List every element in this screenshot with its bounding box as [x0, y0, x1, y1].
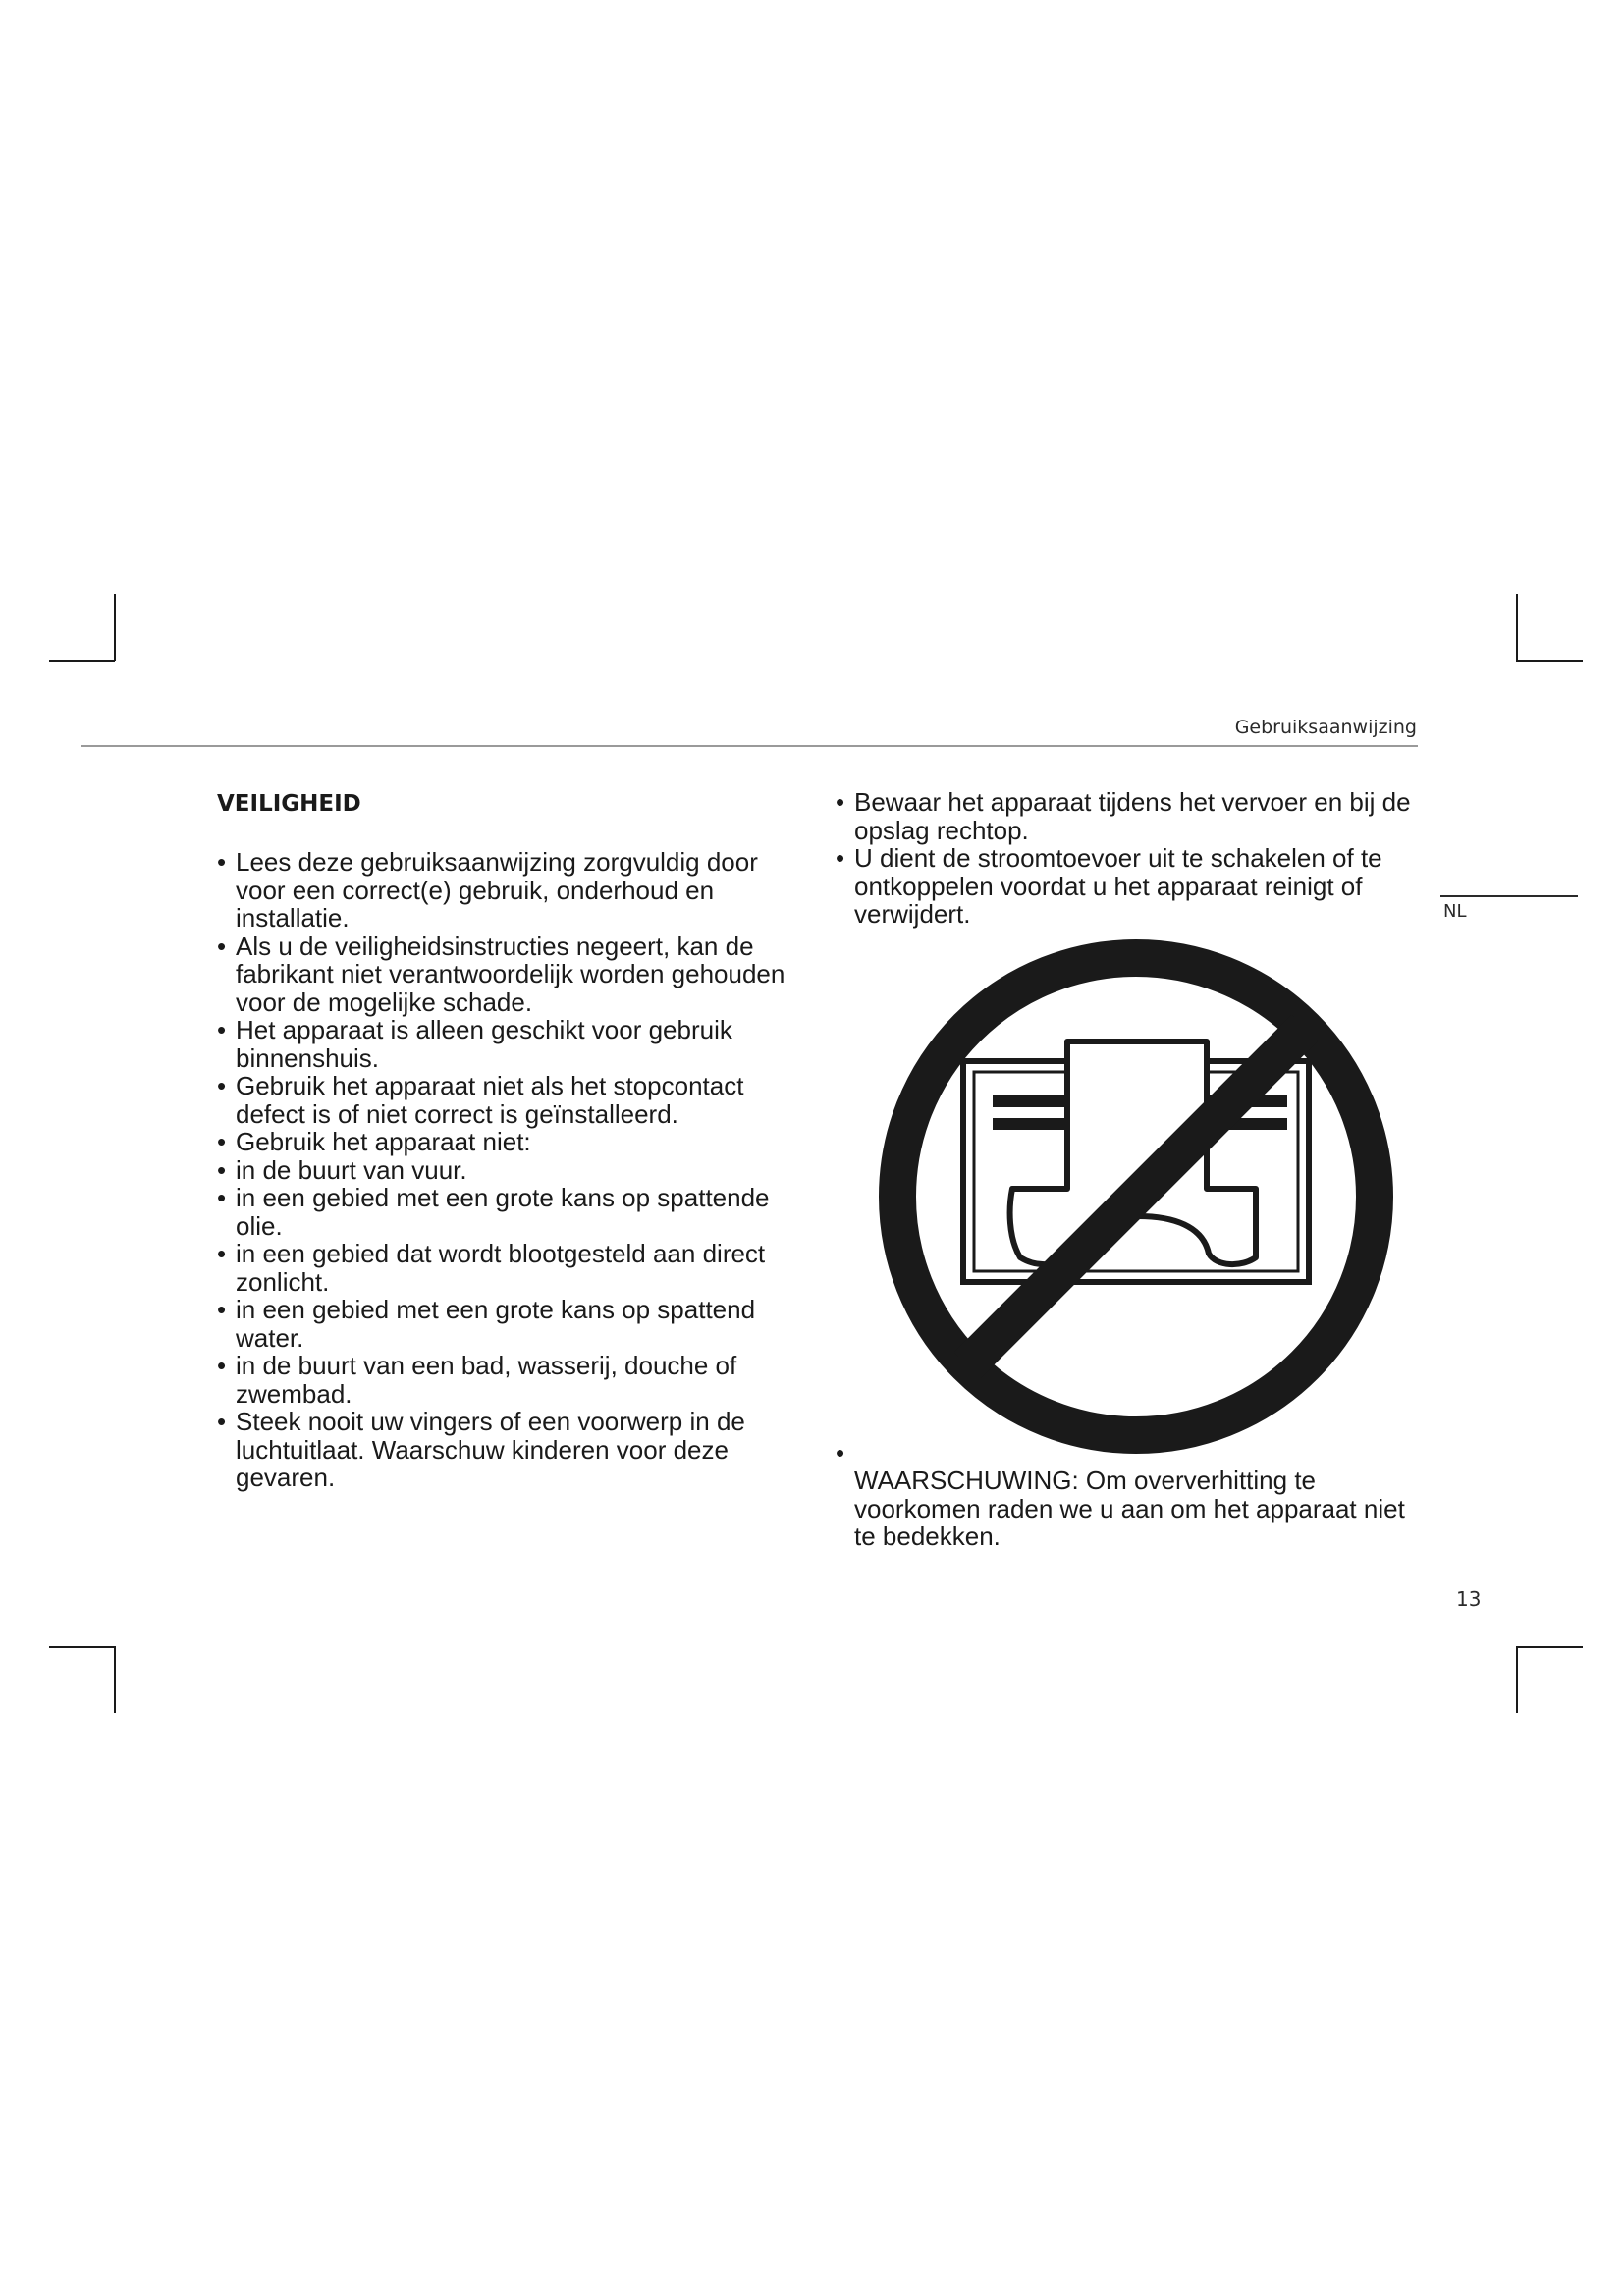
list-item: • U dient de stroomtoevoer uit te schakelen of te ontkoppelen voordat u het apparaat reinigt of verwijdert. — [836, 844, 1425, 929]
language-tab-rule — [1440, 895, 1578, 897]
list-item: • Als u de veiligheidsinstructies negeert, kan de fabrikant niet verantwoordelijk worden gehouden voor de mogelijke schade. — [217, 933, 806, 1017]
towel-cover — [1010, 1041, 1256, 1264]
list-item: • Steek nooit uw vingers of een voorwerp in de luchtuitlaat. Waarschuw kinderen voor deze gevaren. — [217, 1408, 806, 1492]
safety-list-right — [836, 788, 1425, 929]
list-item: • in de buurt van een bad, wasserij, douche of zwembad. — [217, 1352, 806, 1408]
crop-mark-bottom-left-h — [49, 1646, 115, 1648]
safety-list-left — [217, 848, 806, 1492]
crop-mark-top-left-v — [114, 594, 116, 661]
do-not-cover-heater-icon — [873, 934, 1399, 1460]
crop-mark-top-left-h — [49, 660, 115, 662]
list-item: • in een gebied dat wordt blootgesteld aan direct zonlicht. — [217, 1240, 806, 1296]
crop-mark-bottom-right-v — [1516, 1646, 1518, 1713]
crop-mark-top-right-v — [1516, 594, 1518, 661]
warning-text: WAARSCHUWING: Om oververhitting te voorkomen raden we u aan om het apparaat niet te bedekken. — [854, 1466, 1405, 1551]
list-item: • Het apparaat is alleen geschikt voor gebruik binnenshuis. — [217, 1016, 806, 1072]
warning-bullet: • — [836, 1438, 845, 1468]
list-item: • Gebruik het apparaat niet: — [217, 1128, 806, 1156]
crop-mark-top-right-h — [1516, 660, 1583, 662]
crop-mark-bottom-left-v — [114, 1646, 116, 1713]
crop-mark-bottom-right-h — [1516, 1646, 1583, 1648]
list-item: • Bewaar het apparaat tijdens het vervoer en bij de opslag rechtop. — [836, 788, 1425, 844]
list-item: • in een gebied met een grote kans op spattend water. — [217, 1296, 806, 1352]
warning-block — [836, 1439, 1425, 1551]
page-number: 13 — [1456, 1587, 1482, 1611]
list-item: • in de buurt van vuur. — [217, 1156, 806, 1185]
running-head: Gebruiksaanwijzing — [1234, 717, 1417, 738]
section-title: VEILIGHEID — [217, 791, 361, 817]
header-rule — [81, 745, 1418, 747]
language-tab: NL — [1443, 901, 1467, 922]
list-item: • Gebruik het apparaat niet als het stopcontact defect is of niet correct is geïnstalleerd. — [217, 1072, 806, 1128]
list-item: • in een gebied met een grote kans op spattende olie. — [217, 1184, 806, 1240]
list-item: • Lees deze gebruiksaanwijzing zorgvuldig door voor een correct(e) gebruik, onderhoud en installatie. — [217, 848, 806, 933]
